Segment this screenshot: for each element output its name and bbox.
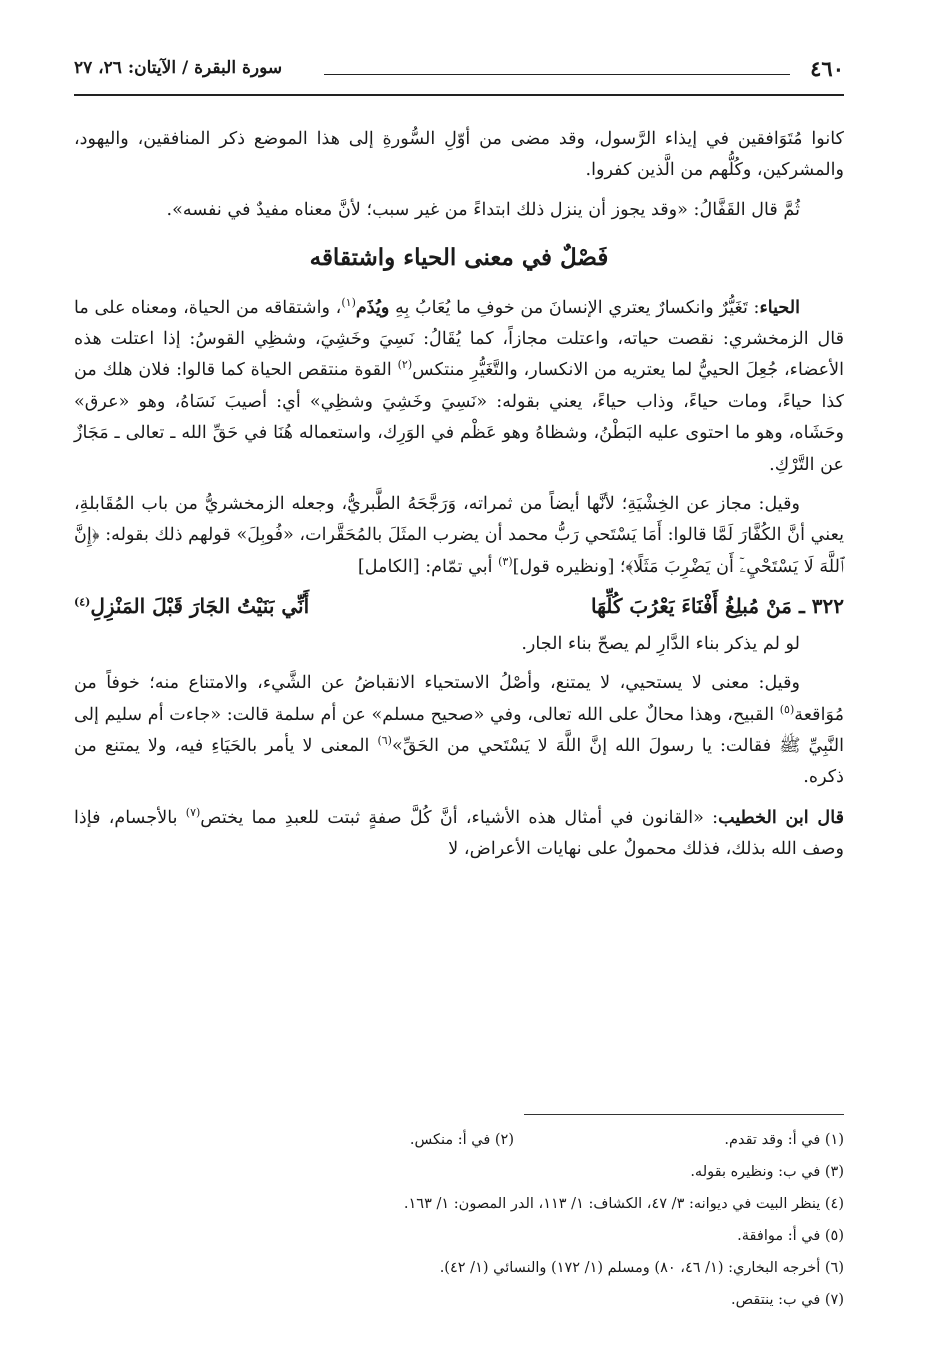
footnote-1: (١) في أ: وقد تقدم. (724, 1132, 844, 1148)
paragraph-1: كانوا مُتَوَافقين في إيذاء الرَّسول، وقد مضى من أوّلِ السُّورةِ إلى هذا الموضع ذكر المنافقين، واليهود، والمشركين، وكُلُّهم من الَّذين كفروا. (74, 129, 844, 181)
footnote-6: (٦) أخرجه البخاري: (١/ ٤٦، ٨٠) ومسلم (١/ ١٧٢) والنسائي (١/ ٤٢). (439, 1260, 844, 1276)
p7-text-a: : «القانون في أمثال هذه الأشياء، أنَّ كُلَّ صفةٍ ثبتت للعبدِ مما يختص (200, 807, 719, 828)
paragraph-2: ثُمَّ قال القَفَّالُ: «وقد يجوز أن ينزل ذلك ابتداءً من غير سبب؛ لأنَّ معناه مفيدٌ في نفسه». (166, 199, 800, 220)
p7-speaker: قال ابن الخطيب (718, 806, 844, 828)
header-rule (74, 94, 844, 96)
footnote-row-1 (74, 1124, 844, 1156)
footnote-ref-4[interactable]: (٤) (74, 595, 91, 609)
footnote-ref-2[interactable]: (٢) (397, 358, 413, 372)
paragraph-4 (74, 489, 844, 583)
paragraph-7 (74, 802, 844, 866)
verse-number: ٣٢٢ ـ (798, 594, 844, 619)
p4-text-b: أبي تمّام: [الكامل] (357, 556, 499, 577)
page-number: ٤٦٠ (810, 56, 844, 81)
term-haya: الحياء (759, 296, 801, 318)
p3-bold-word: ويُذَم (355, 296, 390, 318)
footnote-ref-6[interactable]: (٦) (377, 734, 392, 748)
footnote-7: (٧) في ب: ينتقص. (730, 1292, 844, 1308)
footnote-4: (٤) ينظر البيت في ديوانه: ٣/ ٤٧، الكشاف: ١/ ١١٣، الدر المصون: ١/ ١٦٣. (403, 1196, 844, 1212)
verse-hemistich-1 (591, 591, 844, 622)
section-heading: فَصْلٌ في معنى الحياء واشتقاقه (309, 244, 609, 272)
footnote-separator (524, 1114, 844, 1115)
p6-text-b: القبيح، وهذا محالٌ على الله تعالى، وفي «صحيح مسلم» عن أم سلمة قالت: «جاءت أم سليم إلى النَّبِيِّ ﷺ فقالت: يا رسولَ الله إنَّ اللَّهَ لا يَسْتَحي من الحَقِّ» (74, 704, 844, 756)
paragraph-5: لو لم يذكر بناء الدَّارِ لم يصحّ بناء الجار. (521, 633, 800, 654)
footnote-5: (٥) في أ: موافقة. (737, 1228, 844, 1244)
footnote-ref-5[interactable]: (٥) (779, 702, 795, 716)
footnote-2: (٢) في أ: منكس. (409, 1132, 514, 1148)
footnote-ref-7[interactable]: (٧) (185, 805, 201, 819)
footnotes (74, 1124, 844, 1316)
footnote-ref-1[interactable]: (١) (341, 295, 356, 309)
paragraph-3 (74, 292, 844, 481)
p3-text-c: القوة منتقص الحياة كما قالوا: فلان هلك من كذا حياءً، ومات حياءً، وذاب حياءً، يعني بقوله: «نَسِيَ وخَشِيَ وشظِي» أي: أصيبَ نَسَاهُ، وهو «عرق» وحَشَاه، وهو ما احتوى عليه البَطْنُ، وشظاهُ وهو عَظْم في الوَرِك، واستعماله هُنَا في حَقِّ الله ـ تعالى ـ مَجَازٌ عن التَّرْكِ. (74, 360, 844, 475)
p7-text-b: بالأجسام، فإذا وصف الله بذلك، فذلك محمولٌ على نهايات الأعراض، لا (74, 807, 844, 860)
main-text (74, 124, 844, 866)
paragraph-6 (74, 668, 844, 794)
running-header (74, 56, 844, 92)
p3-text-b: ، واشتقاقه من الحياة، ومعناه على ما قال الزمخشري: نقصت حياته، واعتلت مجازاً، كما يُقَالُ: نَسِيَ وخَشِيَ، وشظِي القوسُ: إذا اعتلت هذه الأعضاء، جُعِلَ الحييُّ لما يعتريه من الانكسار، والتَّغَيُّرِ منتكس (74, 297, 844, 381)
poetry-verse (74, 591, 844, 622)
p6-text-a: وقيل: معنى لا يستحيي، لا يمتنع، وأصْلُ الاستحياء الانقباضُ عن الشَّيء، والامتناع منه؛ خوفاً من مُوَاقعة (74, 673, 844, 725)
p6-text-c: المعنى لا يأمر بالحَيَاءِ فيه، ولا يمتنع من ذكره. (74, 735, 844, 788)
p3-text-a: : تَغَيُّرٌ وانكسارٌ يعتري الإنسانَ من خوفِ ما يُعَابُ بِهِ (395, 297, 760, 318)
verse-first-half: مَنْ مُبلِغُ أَفْنَاءَ يَعْرُبَ كُلِّهَا (590, 594, 792, 619)
footnote-3: (٣) في ب: ونظيره بقوله. (690, 1164, 844, 1180)
verse-hemistich-2 (74, 591, 309, 622)
p4-text-a: وقيل: مجاز عن الخِشْيَةِ؛ لأنَّها أيضاً من ثمراته، وَرَجَّحَهُ الطَّبريُّ، وجعله الزمخشريُّ من باب المُقَابلةِ، يعني أنَّ الكُفَّارَ لَمَّا قالوا: أَمَا يَسْتَحي رَبُّ محمد أن يضرب المثَلَ بالمُحَقَّرات، «فُوبِلَ» قولهم ذلك بقوله: ﴿إِنَّ ٱللَّهَ لَا يَسْتَحْيِۦٓ أَن يَضْرِبَ مَثَلًا﴾؛ [ونظيره قول] (74, 494, 844, 577)
running-title: سورة البقرة / الآيتان: ٢٦، ٢٧ (74, 58, 283, 78)
header-leader-line (324, 74, 790, 75)
verse-second-half: أَنِّي بَنَيْتُ الجَارَ قَبْلَ المَنْزِلِ (90, 594, 310, 619)
footnote-ref-3[interactable]: (٣) (498, 555, 513, 569)
